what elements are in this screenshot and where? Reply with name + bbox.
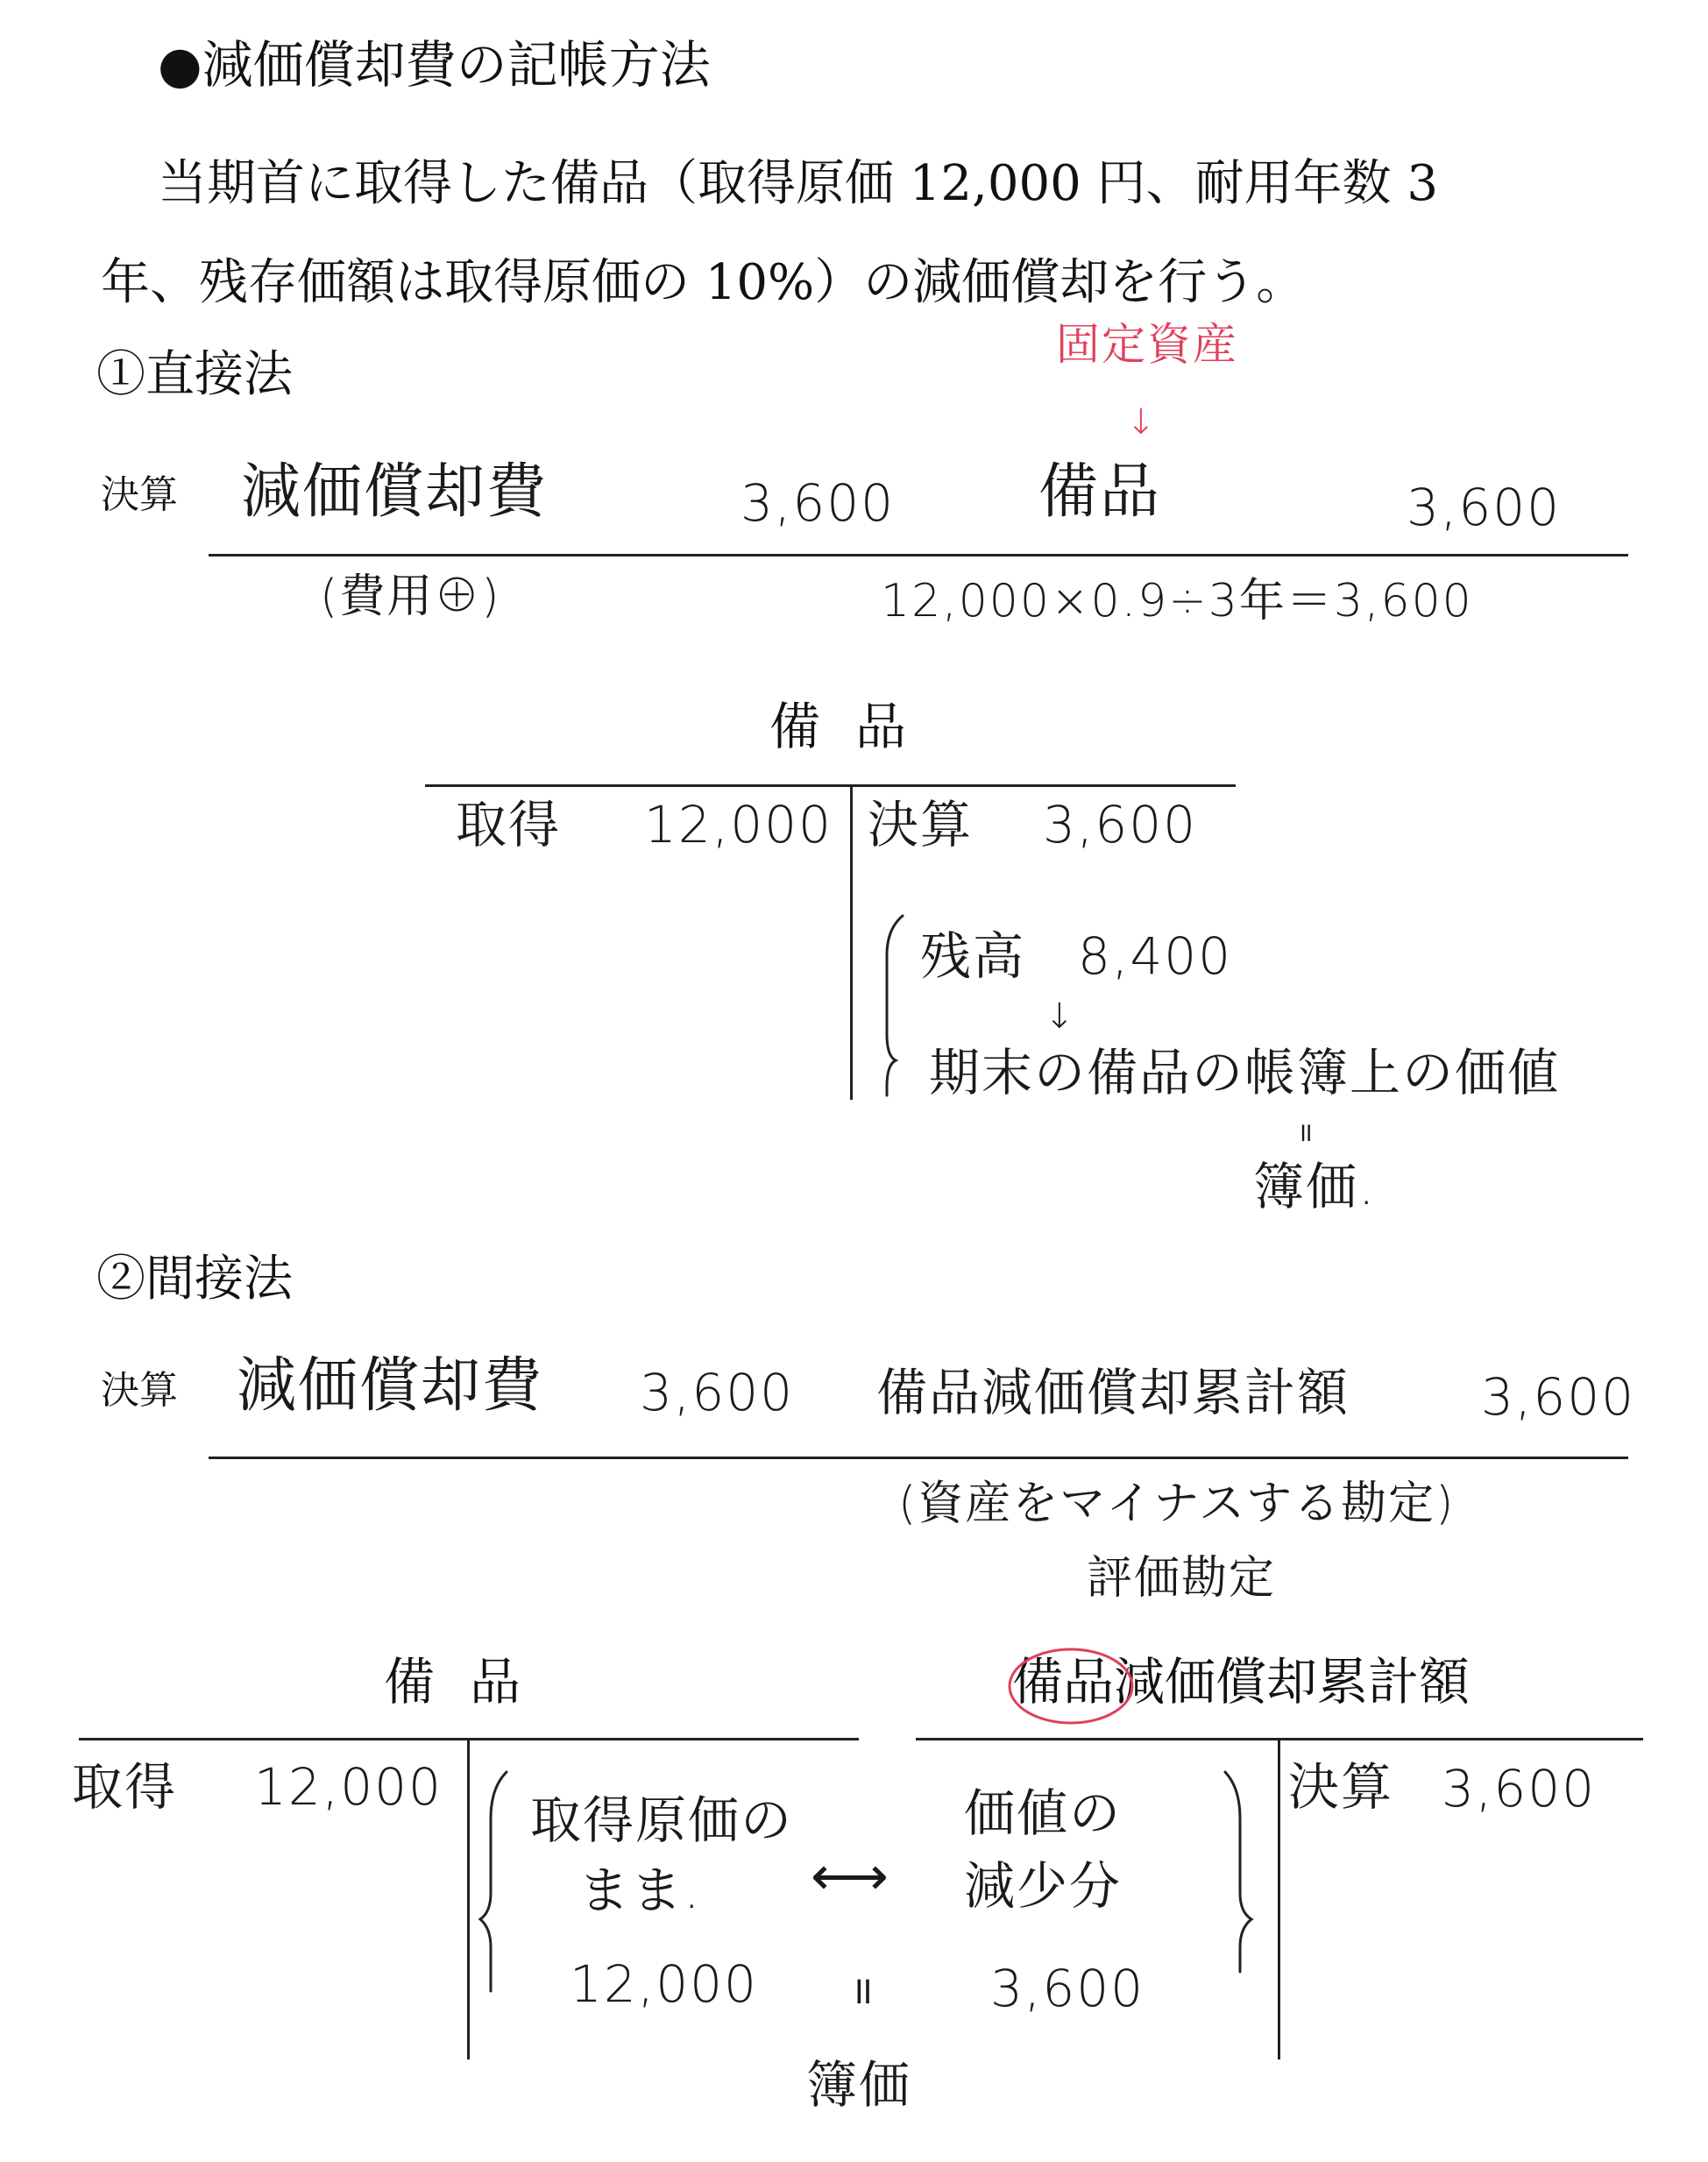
depreciation-calculation: 12,000×0.9÷3年＝3,600 <box>881 575 1473 627</box>
problem-line-1: 当期首に取得した備品（取得原価 12,000 円、耐用年数 3 <box>158 155 1438 212</box>
equal-mark: ॥ <box>850 1968 875 2013</box>
down-arrow-icon: ↓ <box>1126 402 1158 443</box>
contra-asset-note: (資産をマイナスする勘定) <box>898 1478 1456 1530</box>
original-cost-note-2: まま. <box>578 1861 702 1920</box>
problem-line-2: 年、残存価額は取得原価の 10%）の減価償却を行う。 <box>101 254 1306 311</box>
equipment-brace <box>480 1772 507 1991</box>
debit-account: 減価償却費 <box>237 1351 544 1421</box>
indirect-method-heading: ②間接法 <box>96 1251 293 1308</box>
balance-amount: 8,400 <box>1078 926 1233 986</box>
fixed-asset-annotation: 固定資産 <box>1056 319 1238 370</box>
entry-label: 決算 <box>101 472 178 517</box>
direct-method-heading: ①直接法 <box>96 346 293 403</box>
debit-amount: 3,600 <box>640 1363 795 1422</box>
red-circle <box>1010 1649 1132 1723</box>
t-account-title: 備品 <box>769 697 942 756</box>
title-rest: 減価償却累計額 <box>1114 1652 1471 1712</box>
page-title: ●減価償却費の記帳方法 <box>158 35 711 95</box>
valuation-account-note: 評価勘定 <box>1087 1552 1277 1605</box>
credit-amount: 3,600 <box>1043 795 1198 854</box>
debit-label: 取得 <box>456 795 562 854</box>
equipment-amount: 12,000 <box>570 1954 758 2014</box>
debit-amount: 3,600 <box>741 473 896 533</box>
period-end-value-note: 期末の備品の帳簿上の価値 <box>929 1043 1561 1102</box>
balance-brace <box>887 916 903 1095</box>
value-decrease-note: 価値の <box>964 1783 1123 1843</box>
credit-label: 決算 <box>868 795 974 854</box>
accum-brace <box>1225 1772 1251 1972</box>
debit-account: 減価償却費 <box>241 457 549 527</box>
debit-label: 取得 <box>72 1757 178 1817</box>
double-arrow-icon: ⟷ <box>811 1844 890 1908</box>
book-value-note: 簿価. <box>1253 1157 1377 1216</box>
value-decrease-note-2: 減少分 <box>964 1856 1123 1916</box>
expense-note: (費用⊕) <box>320 571 501 623</box>
credit-amount: 3,600 <box>1481 1367 1636 1427</box>
credit-label: 決算 <box>1288 1757 1394 1817</box>
equal-mark: ॥ <box>1297 1117 1315 1148</box>
credit-account: 備品減価償却累計額 <box>876 1363 1350 1422</box>
balance-label: 残高 <box>920 926 1026 986</box>
original-cost-note: 取得原価の <box>530 1790 794 1850</box>
book-value-label: 簿価 <box>806 2055 912 2115</box>
credit-account: 備品 <box>1038 457 1162 527</box>
debit-amount: 12,000 <box>644 795 833 854</box>
entry-label: 決算 <box>101 1368 178 1413</box>
accum-amount: 3,600 <box>990 1959 1145 2018</box>
down-arrow-icon: ↓ <box>1045 996 1076 1037</box>
credit-amount: 3,600 <box>1442 1759 1597 1818</box>
circled-equipment: 備品 <box>1012 1652 1115 1712</box>
equipment-t-account-title: 備品 <box>384 1652 556 1712</box>
credit-amount: 3,600 <box>1407 478 1562 537</box>
debit-amount: 12,000 <box>254 1757 443 1817</box>
